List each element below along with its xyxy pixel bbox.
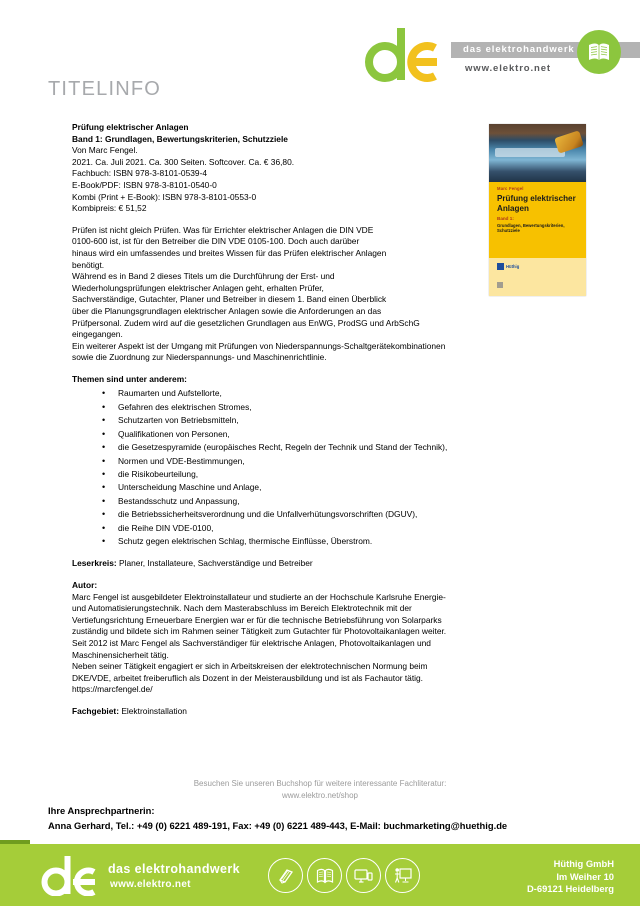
audience-value: Planer, Installateure, Sachverständige und Betreiber bbox=[119, 558, 313, 569]
list-item: • Schutzarten von Betriebsmitteln, bbox=[118, 414, 476, 427]
author-heading: Autor: bbox=[72, 579, 98, 590]
page-footer bbox=[0, 844, 640, 906]
topics-heading: Themen sind unter anderem: bbox=[72, 373, 187, 384]
book-isbn-kombi: Kombi (Print + E-Book): ISBN 978-3-8101-0553-0 bbox=[72, 191, 257, 202]
description-p2-l1: Während es in Band 2 dieses Titels um die Durchführung der Erst- und bbox=[72, 271, 335, 282]
magazine-icon bbox=[268, 858, 303, 893]
shop-note-link[interactable]: www.elektro.net/shop bbox=[281, 791, 359, 800]
book-kombi-price: Kombipreis: € 51,52 bbox=[72, 203, 147, 214]
shop-note-line1: Besuchen Sie unseren Buchshop für weitere interessante Fachliteratur: bbox=[193, 779, 447, 788]
author-line-1: Marc Fengel ist ausgebildeter Elektroinstallateur und studierte an der Hochschule Karlsruhe Energie- bbox=[72, 591, 446, 602]
footer-address-line2: Im Weiher 10 bbox=[556, 870, 614, 882]
field-line bbox=[72, 706, 476, 718]
cover-publisher-secondary bbox=[497, 282, 508, 288]
publisher-square-icon bbox=[497, 263, 504, 270]
open-book-icon bbox=[577, 30, 621, 74]
footer-media-icons bbox=[268, 858, 420, 893]
description-p1-l2: 0100-600 ist, ist für den Betreiber die DIN VDE 0105-100. Doch auch darüber bbox=[72, 236, 360, 247]
publisher-square-icon-secondary bbox=[497, 282, 503, 288]
description-p3-l2: sowie die Zuordnung zur Niederspannungs- und Maschinenrichtlinie. bbox=[72, 352, 327, 363]
contact-block bbox=[48, 803, 507, 833]
cover-author: Marc Fengel bbox=[497, 186, 524, 191]
footer-brand-name: das elektrohandwerk bbox=[108, 862, 240, 876]
contact-details: Anna Gerhard, Tel.: +49 (0) 6221 489-191, Fax: +49 (0) 6221 489-443, E-Mail: buchmarketing@huethig.de bbox=[48, 820, 508, 831]
audience-label: Leserkreis: bbox=[72, 558, 117, 569]
list-item: • Unterscheidung Maschine und Anlage, bbox=[118, 481, 476, 494]
page-header bbox=[0, 0, 640, 112]
book-subtitle: Band 1: Grundlagen, Bewertungskriterien, Schutzziele bbox=[72, 133, 288, 144]
contact-heading: Ihre Ansprechpartnerin: bbox=[48, 805, 155, 816]
shop-note bbox=[0, 778, 640, 802]
list-item: • Raumarten und Aufstellorte, bbox=[118, 387, 476, 400]
description-p3-l1: Ein weiterer Aspekt ist der Umgang mit Prüfungen von Niederspannungs-Schaltgerätekombinationen bbox=[72, 340, 446, 351]
author-line-6: Maschinensicherheit tätig. bbox=[72, 649, 169, 660]
cover-publisher-name-secondary bbox=[505, 283, 508, 287]
presentation-icon bbox=[385, 858, 420, 893]
page-title: TITELINFO bbox=[48, 78, 162, 100]
cover-title: Prüfung elektrischer Anlagen bbox=[497, 194, 576, 213]
book-isbn-ebook: E-Book/PDF: ISBN 978-3-8101-0540-0 bbox=[72, 179, 217, 190]
description-p1-l1: Prüfen ist nicht gleich Prüfen. Was für Errichter elektrischer Anlagen die DIN VDE bbox=[72, 224, 374, 235]
de-logomark-footer-icon bbox=[38, 856, 100, 896]
list-item: • Schutz gegen elektrischen Schlag, thermische Einflüsse, Überstrom. bbox=[118, 535, 476, 548]
book-cover-image bbox=[489, 124, 586, 296]
author-line-5: Seit 2012 ist Marc Fengel als Sachverständiger für elektrische Anlagen, Photovoltaikanlagen und bbox=[72, 637, 431, 648]
brand-url: www.elektro.net bbox=[465, 63, 551, 74]
author-website-link[interactable]: https://marcfengel.de/ bbox=[72, 684, 153, 695]
author-line-3: Vertiefungsrichtung Erneuerbare Energien war er für die technische Betriebsführung von Solarparks bbox=[72, 614, 442, 625]
footer-address-line1: Hüthig GmbH bbox=[553, 858, 614, 869]
main-content bbox=[72, 122, 476, 717]
monitor-icon bbox=[346, 858, 381, 893]
cover-publisher-name: Hüthig bbox=[506, 264, 520, 269]
book-title: Prüfung elektrischer Anlagen bbox=[72, 122, 189, 132]
audience-line bbox=[72, 558, 476, 570]
cover-publisher bbox=[497, 263, 519, 270]
book-icon bbox=[307, 858, 342, 893]
cover-photo bbox=[489, 124, 586, 182]
description-p2-l2: Wiederholungsprüfungen elektrischer Anlagen geht, erhalten Prüfer, bbox=[72, 282, 324, 293]
cover-edge-mark bbox=[581, 264, 583, 268]
book-isbn-print: Fachbuch: ISBN 978-3-8101-0539-4 bbox=[72, 168, 208, 179]
description-p2-l4: über die Planungsgrundlagen elektrischer Anlagen sowie die Anforderungen an das bbox=[72, 305, 382, 316]
brand-tagline: das elektrohandwerk bbox=[463, 44, 575, 55]
author-line-8: DKE/VDE, arbeitet freiberuflich als Dozent in der Meisterausbildung und ist als Fachautor tätig. bbox=[72, 672, 423, 683]
topics-list bbox=[72, 387, 476, 548]
description-p1-l3: hinaus wird ein umfassendes und breites Wissen für das Prüfen elektrischer Anlagen bbox=[72, 247, 387, 258]
list-item: • die Gesetzespyramide (europäisches Recht, Regeln der Technik und Stand der Technik), bbox=[118, 441, 476, 454]
list-item: • die Risikobeurteilung, bbox=[118, 468, 476, 481]
brand-logo-header bbox=[355, 22, 640, 84]
cover-edge-mark-secondary bbox=[581, 283, 583, 287]
cover-subtitle: Grundlagen, Bewertungskriterien, Schutzziele bbox=[497, 223, 565, 233]
book-author-line: Von Marc Fengel. bbox=[72, 145, 138, 156]
list-item: • Bestandsschutz und Anpassung, bbox=[118, 495, 476, 508]
footer-address bbox=[527, 858, 614, 896]
author-line-7: Neben seiner Tätigkeit engagiert er sich in Arbeitskreisen der elektrotechnischen Normung beim bbox=[72, 661, 428, 672]
list-item: • Gefahren des elektrischen Stromes, bbox=[118, 401, 476, 414]
field-label: Fachgebiet: bbox=[72, 705, 119, 716]
cover-band: Band 1: bbox=[497, 216, 514, 221]
footer-address-line3: D-69121 Heidelberg bbox=[526, 883, 614, 895]
list-item: • Normen und VDE-Bestimmungen, bbox=[118, 455, 476, 468]
list-item: • die Betriebssicherheitsverordnung und die Unfallverhütungsvorschriften (DGUV), bbox=[118, 508, 476, 521]
description-p2-l5: Prüfpersonal. Zudem wird auf die gesetzlichen Grundlagen aus EnWG, ProdSG und ArbSchG bbox=[72, 317, 420, 328]
description-p2-l6: eingegangen. bbox=[72, 329, 123, 340]
book-edition-line: 2021. Ca. Juli 2021. Ca. 300 Seiten. Softcover. Ca. € 36,80. bbox=[72, 156, 295, 167]
list-item: • Qualifikationen von Personen, bbox=[118, 428, 476, 441]
author-line-4: zuständig und bildete sich im Rahmen seiner Tätigkeit zum Gutachter für Photovoltaikanlagen weiter. bbox=[72, 626, 447, 637]
footer-brand-logo bbox=[38, 854, 268, 898]
de-logomark-icon bbox=[361, 26, 443, 82]
description-p1-l4: benötigt. bbox=[72, 259, 105, 270]
author-line-2: und Automatisierungstechnik. Nach dem Masterabschluss im Bereich Elektrotechnik mit der bbox=[72, 603, 412, 614]
footer-brand-url[interactable]: www.elektro.net bbox=[110, 879, 191, 890]
list-item: • die Reihe DIN VDE-0100, bbox=[118, 522, 476, 535]
description-p2-l3: Sachverständige, Gutachter, Planer und Betreiber in diesem 1. Band einen Überblick bbox=[72, 294, 387, 305]
field-value: Elektroinstallation bbox=[121, 705, 187, 716]
